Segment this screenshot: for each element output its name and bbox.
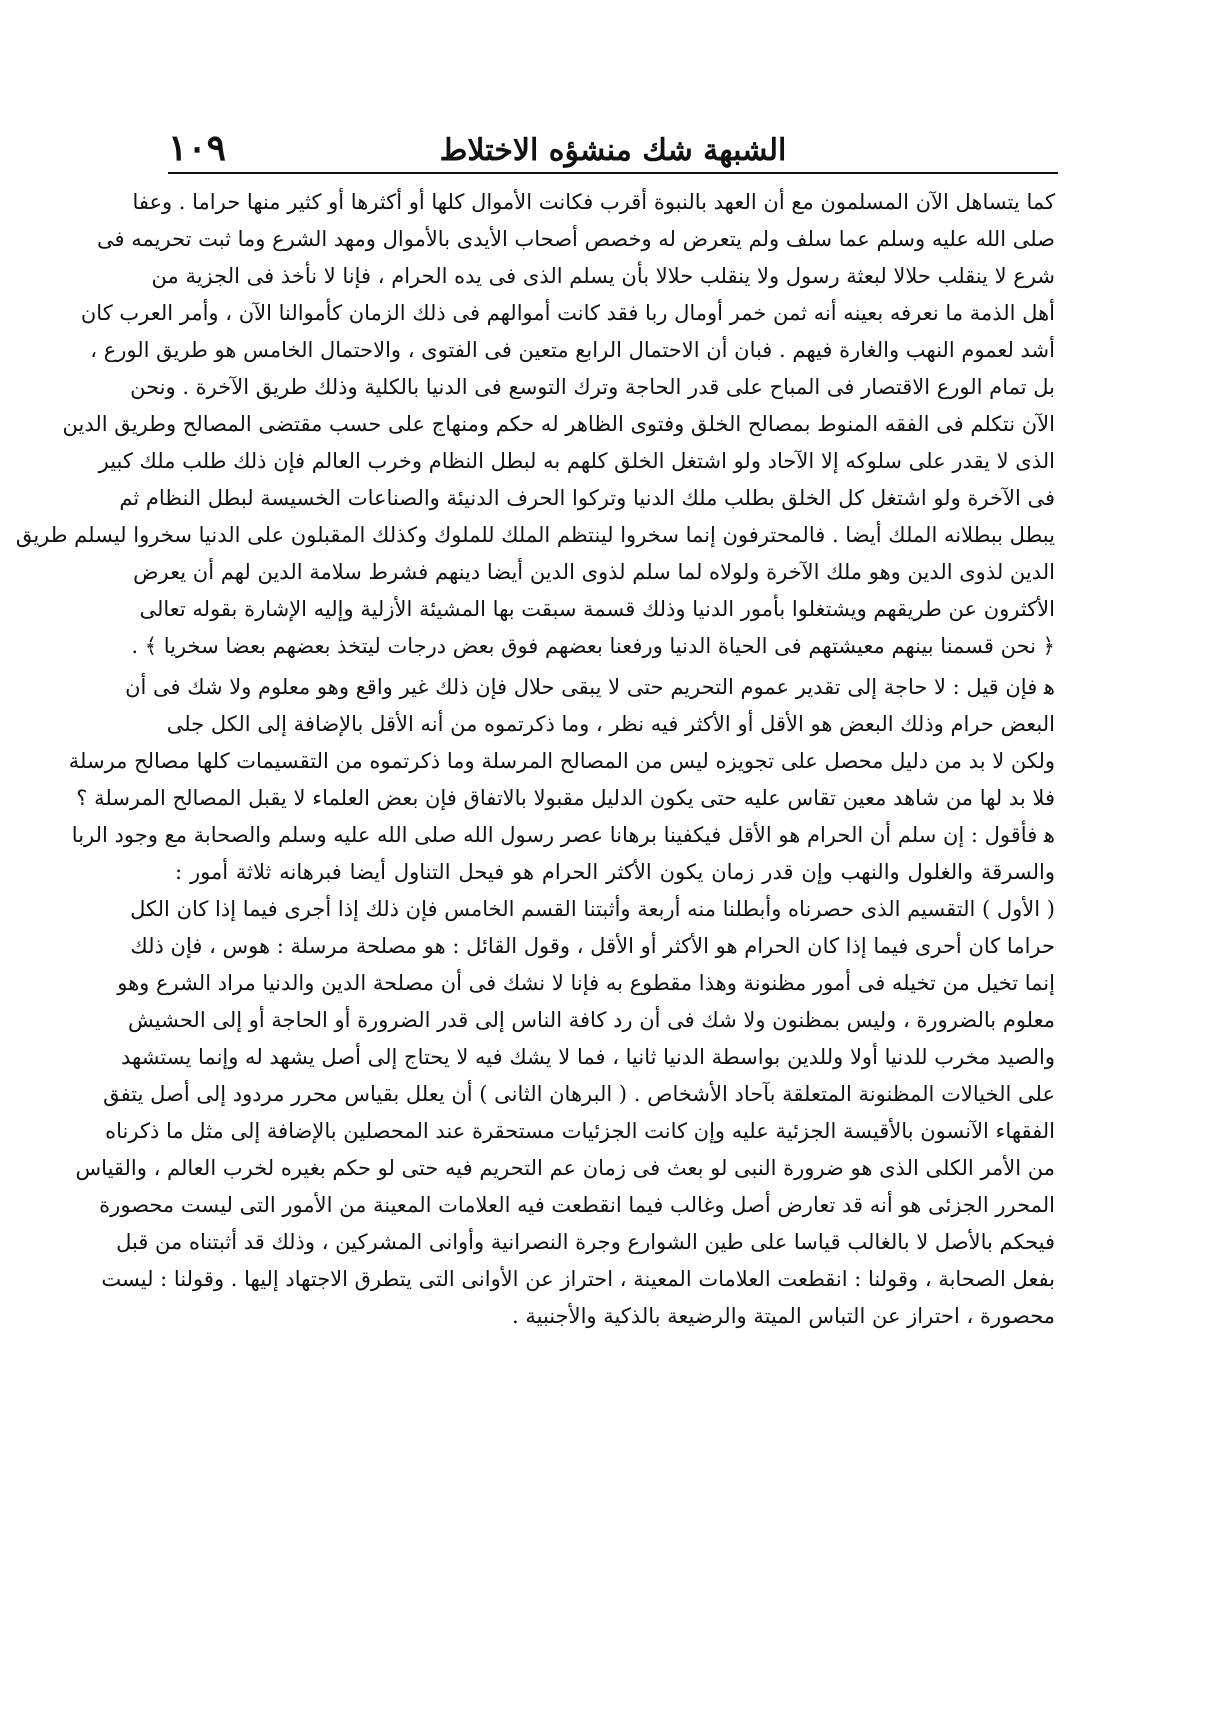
- running-head: [168, 128, 1058, 172]
- text-line: على الخيالات المظنونة المتعلقة بآحاد الأشخاص . ( البرهان الثانى ) أن يعلل بقياس محرر مردود إلى أصل يتفق: [103, 1082, 1055, 1106]
- text-line: محصورة ، احتراز عن التباس الميتة والرضيعة بالذكية والأجنبية .: [512, 1304, 1055, 1328]
- text-line: من الأمر الكلى الذى هو ضرورة النبى لو بعث فى زمان عم التحريم فيه حتى لو حكم بغيره لخرب العالم ، والقياس: [75, 1156, 1055, 1180]
- text-line: المحرر الجزئى هو أنه قد تعارض أصل وغالب فيما انقطعت فيه العلامات المعينة من الأمور التى ليست محصورة: [99, 1193, 1055, 1217]
- text-line: الدين لذوى الدين وهو ملك الآخرة ولولاه لما سلم لذوى الدين أيضا دينهم فشرط سلامة الدين لهم أن يعرض: [133, 560, 1055, 584]
- text-line: فى الآخرة ولو اشتغل كل الخلق بطلب ملك الدنيا وتركوا الحرف الدنيئة والصناعات الخسيسة لبطل النظام ثم: [119, 486, 1055, 510]
- text-line: والصيد مخرب للدنيا أولا وللدين بواسطة الدنيا ثانيا ، فما لا يشك فيه لا يحتاج إلى أصل يشهد له وإنما يستشهد: [121, 1045, 1055, 1069]
- running-title: الشبهة شك منشؤه الاختلاط: [439, 133, 787, 168]
- text-line: كما يتساهل الآن المسلمون مع أن العهد بالنبوة أقرب فكانت الأموال كلها أو أكثرها أو كثير منها حراما . وعفا: [132, 190, 1055, 214]
- text-line: يبطل ببطلانه الملك أيضا . فالمحترفون إنما سخروا لينتظم الملك للملوك وكذلك المقبلون على الدنيا سخروا ليسلم طريق: [15, 523, 1055, 547]
- text-line: إنما تخيل من تخيله فى أمور مظنونة وهذا مقطوع به فإنا لا نشك فى أن مصلحة الدين والدنيا مراد الشرع وهو: [117, 971, 1055, 995]
- text-line: حراما كان أحرى فيما إذا كان الحرام هو الأكثر أو الأقل ، وقول القائل : هو مصلحة مرسلة : هوس ، فإن ذلك: [130, 934, 1055, 958]
- text-line: الأكثرون عن طريقهم ويشتغلوا بأمور الدنيا وذلك قسمة سبقت بها المشيئة الأزلية وإليه الإشارة بقوله تعالى: [139, 597, 1055, 621]
- paragraph-1: [15, 184, 1055, 665]
- text-line: البعض حرام وذلك البعض هو الأقل أو الأكثر فيه نظر ، وما ذكرتموه من أنه الأقل بالإضافة إلى الكل جلى: [166, 712, 1055, 736]
- text-line: الفقهاء الآنسون بالأقيسة الجزئية عليه وإن كانت الجزئيات مستحقرة عند المحصلين بالإضافة إلى مثل ما ذكرناه: [105, 1119, 1055, 1143]
- text-line: ولكن لا بد من دليل محصل على تجويزه ليس من المصالح المرسلة وما ذكرتموه من التقسيمات كلها مصالح مرسلة: [68, 749, 1055, 773]
- text-line: معلوم بالضرورة ، وليس بمظنون ولا شك فى أن رد كافة الناس إلى قدر الضرورة أو الحاجة أو إلى الحشيش: [128, 1008, 1055, 1032]
- text-line: ﻫ فأقول : إن سلم أن الحرام هو الأقل فيكفينا برهانا عصر رسول الله صلى الله عليه وسلم والصحابة مع وجود الربا: [71, 823, 1055, 847]
- page-number: ١٠٩: [168, 127, 227, 169]
- text-line: أهل الذمة ما نعرفه بعينه أنه ثمن خمر أومال ربا فقد كانت أموالهم فى ذلك الزمان كأموالنا الآن ، وأمر العرب كان: [80, 301, 1055, 325]
- text-line: الذى لا يقدر على سلوكه إلا الآحاد ولو اشتغل الخلق كلهم به لبطل النظام وخرب العالم فإن ذلك طلب ملك كبير: [98, 449, 1055, 473]
- text-line: شرع لا ينقلب حلالا لبعثة رسول ولا ينقلب حلالا بأن يسلم الذى فى يده الحرام ، فإنا لا نأخذ فى الجزية من: [151, 264, 1055, 288]
- paragraph-2: [68, 669, 1055, 817]
- text-line: فلا بد لها من شاهد معين تقاس عليه حتى يكون الدليل مقبولا بالاتفاق فإن بعض العلماء لا يقبل المصالح المرسلة ؟: [76, 786, 1055, 810]
- header-rule: [168, 172, 1058, 174]
- text-line: بل تمام الورع الاقتصار فى المباح على قدر الحاجة وترك التوسع فى الدنيا بالكلية وذلك طريق الآخرة . ونحن: [130, 375, 1055, 399]
- paragraph-3: [71, 817, 1055, 1335]
- text-line: الآن نتكلم فى الفقه المنوط بمصالح الخلق وفتوى الظاهر له حكم ومنهاج على حسب مقتضى المصالح وطريق الدين: [62, 412, 1055, 436]
- text-line: ﻫ فإن قيل : لا حاجة إلى تقدير عموم التحريم حتى لا يبقى حلال فإن ذلك غير واقع وهو معلوم ولا شك فى أن: [125, 675, 1055, 699]
- text-line: ( الأول ) التقسيم الذى حصرناه وأبطلنا منه أربعة وأثبتنا القسم الخامس فإن ذلك إذا أجرى فيما إذا كان الكل: [130, 897, 1055, 921]
- body-text: [15, 184, 1055, 1664]
- text-line: أشد لعموم النهب والغارة فيهم . فبان أن الاحتمال الرابع متعين فى الفتوى ، والاحتمال الخامس هو طريق الورع ،: [90, 338, 1055, 362]
- text-line: فيحكم بالأصل لا بالغالب قياسا على طين الشوارع وجرة النصرانية وأوانى المشركين ، وذلك قد أثبتناه من قبل: [116, 1230, 1055, 1254]
- text-line: بفعل الصحابة ، وقولنا : انقطعت العلامات المعينة ، احتراز عن الأوانى التى يتطرق الاجتهاد إليها . وقولنا : ليست: [101, 1267, 1055, 1291]
- text-line: والسرقة والغلول والنهب وإن قدر زمان يكون الأكثر الحرام هو فيحل التناول أيضا فبرهانه ثلاثة أمور :: [175, 860, 1055, 884]
- quran-verse-line: ﴿ نحن قسمنا بينهم معيشتهم فى الحياة الدنيا ورفعنا بعضهم فوق بعض درجات ليتخذ بعضهم بعضا سخريا ﴾ .: [131, 634, 1055, 658]
- text-line: صلى الله عليه وسلم عما سلف ولم يتعرض له وخصص أصحاب الأيدى بالأموال ومهد الشرع وما ثبت تحريمه فى: [97, 227, 1055, 251]
